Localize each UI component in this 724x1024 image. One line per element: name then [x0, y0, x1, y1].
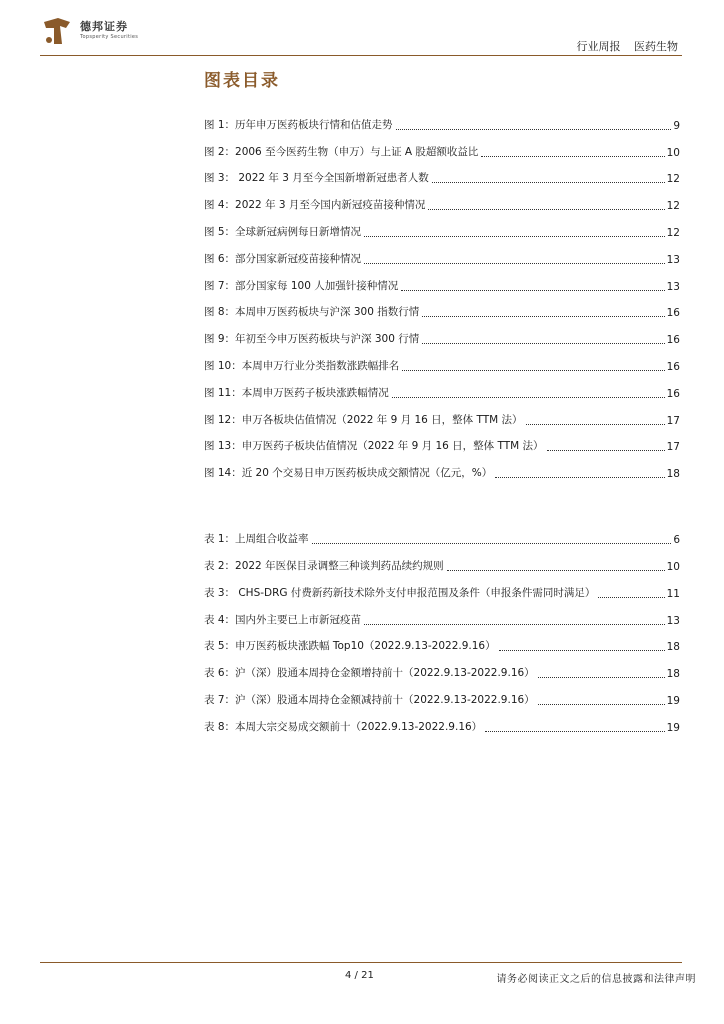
table-entry-label: 表 3： CHS-DRG 付费新药新技术除外支付申报范围及条件（申报条件需同时满足）: [204, 586, 596, 599]
dot-leader: [422, 316, 664, 317]
table-entry-label: 表 2：2022 年医保目录调整三种谈判药品续约规则: [204, 559, 444, 572]
dot-leader: [495, 477, 664, 478]
legal-disclaimer: 请务必阅读正文之后的信息披露和法律声明: [496, 974, 696, 985]
footer-divider: [40, 962, 682, 963]
figure-toc-entry[interactable]: [204, 293, 680, 320]
figure-entry-page: 16: [666, 360, 680, 373]
figure-entry-label: 图 6：部分国家新冠疫苗接种情况: [204, 252, 362, 265]
figure-toc-entry[interactable]: [204, 319, 680, 346]
figure-toc-entry[interactable]: [204, 427, 680, 454]
figure-entry-page: 17: [666, 441, 680, 454]
figure-toc-entry[interactable]: [204, 266, 680, 293]
dot-leader: [396, 129, 672, 130]
figure-toc-entry[interactable]: [204, 346, 680, 373]
report-category: 行业周报: [576, 40, 621, 53]
figure-entry-page: 12: [666, 226, 680, 239]
dot-leader: [526, 424, 665, 425]
figure-entry-page: 12: [666, 173, 680, 186]
figure-toc-entry[interactable]: [204, 373, 680, 400]
header-labels: [567, 38, 679, 54]
figure-entry-label: 图 2：2006 至今医药生物（申万）与上证 A 股超额收益比: [204, 145, 479, 158]
figure-entry-label: 图 12：申万各板块估值情况（2022 年 9 月 16 日，整体 TTM 法）: [204, 413, 523, 426]
table-toc-entry[interactable]: [204, 546, 680, 573]
table-toc-entry[interactable]: [204, 573, 680, 600]
dot-leader: [598, 597, 664, 598]
table-entry-label: 表 1：上周组合收益率: [204, 532, 309, 545]
dot-leader: [428, 209, 664, 210]
figure-entry-label: 图 10：本周申万行业分类指数涨跌幅排名: [204, 359, 400, 372]
toc-title: 图表目录: [204, 71, 280, 91]
figure-entry-page: 18: [666, 468, 680, 481]
table-entry-page: 6: [673, 533, 680, 546]
figure-entry-page: 13: [666, 253, 680, 266]
table-entry-label: 表 8：本周大宗交易成交额前十（2022.9.13-2022.9.16）: [204, 721, 483, 734]
logo-chinese-name: 德邦证券: [80, 20, 128, 33]
figure-entry-label: 图 11：本周申万医药子板块涨跌幅情况: [204, 386, 389, 399]
figure-entry-page: 9: [673, 119, 680, 132]
page-number: 4 / 21: [345, 970, 374, 981]
figure-toc-entry[interactable]: [204, 132, 680, 159]
dot-leader: [402, 370, 664, 371]
table-entry-page: 13: [666, 614, 680, 627]
figure-entry-label: 图 8：本周申万医药板块与沪深 300 指数行情: [204, 306, 420, 319]
dot-leader: [481, 156, 664, 157]
dot-leader: [447, 570, 665, 571]
figure-entry-label: 图 14：近 20 个交易日申万医药板块成交额情况（亿元，%）: [204, 467, 493, 480]
figure-entry-label: 图 9：年初至今申万医药板块与沪深 300 行情: [204, 333, 420, 346]
dot-leader: [547, 450, 665, 451]
figure-entry-page: 10: [666, 146, 680, 159]
figures-toc-list: [204, 105, 680, 480]
figure-entry-page: 12: [666, 200, 680, 213]
table-entry-page: 18: [666, 641, 680, 654]
table-entry-page: 10: [666, 560, 680, 573]
table-entry-page: 19: [666, 722, 680, 735]
table-toc-entry[interactable]: [204, 600, 680, 627]
table-entry-label: 表 5：申万医药板块涨跌幅 Top10（2022.9.13-2022.9.16）: [204, 640, 496, 653]
tables-toc-list: [204, 519, 680, 734]
company-logo: [40, 14, 150, 50]
table-toc-entry[interactable]: [204, 707, 680, 734]
figure-entry-page: 17: [666, 414, 680, 427]
figure-toc-entry[interactable]: [204, 453, 680, 480]
figure-toc-entry[interactable]: [204, 159, 680, 186]
figure-entry-page: 13: [666, 280, 680, 293]
figure-toc-entry[interactable]: [204, 212, 680, 239]
page-header: [0, 0, 724, 60]
dot-leader: [401, 290, 664, 291]
figure-entry-page: 16: [666, 334, 680, 347]
figure-entry-label: 图 1：历年申万医药板块行情和估值走势: [204, 118, 393, 131]
dot-leader: [538, 704, 665, 705]
table-entry-page: 11: [666, 587, 680, 600]
figure-entry-label: 图 13：申万医药子板块估值情况（2022 年 9 月 16 日，整体 TTM 法）: [204, 440, 544, 453]
dot-leader: [364, 236, 665, 237]
table-entry-page: 18: [666, 668, 680, 681]
report-sector: 医药生物: [634, 40, 678, 53]
table-toc-entry[interactable]: [204, 653, 680, 680]
header-divider: [40, 55, 682, 56]
table-entry-label: 表 6：沪（深）股通本周持仓金额增持前十（2022.9.13-2022.9.16）: [204, 667, 535, 680]
dot-leader: [364, 624, 665, 625]
figure-toc-entry[interactable]: [204, 400, 680, 427]
figure-entry-label: 图 4：2022 年 3 月至今国内新冠疫苗接种情况: [204, 199, 426, 212]
dot-leader: [485, 731, 664, 732]
dot-leader: [499, 650, 665, 651]
table-toc-entry[interactable]: [204, 680, 680, 707]
figure-entry-page: 16: [666, 387, 680, 400]
table-toc-entry[interactable]: [204, 627, 680, 654]
figure-entry-label: 图 5：全球新冠病例每日新增情况: [204, 225, 362, 238]
figure-toc-entry[interactable]: [204, 185, 680, 212]
figure-toc-entry[interactable]: [204, 105, 680, 132]
figure-entry-page: 16: [666, 307, 680, 320]
dot-leader: [432, 182, 665, 183]
table-toc-entry[interactable]: [204, 519, 680, 546]
figure-entry-label: 图 7：部分国家每 100 人加强针接种情况: [204, 279, 399, 292]
table-entry-label: 表 4：国内外主要已上市新冠疫苗: [204, 613, 362, 626]
dot-leader: [392, 397, 665, 398]
dot-leader: [538, 677, 665, 678]
logo-mark-icon: [40, 14, 74, 48]
logo-english-name: Topsperity Securities: [80, 34, 139, 40]
dot-leader: [312, 543, 672, 544]
table-entry-label: 表 7：沪（深）股通本周持仓金额减持前十（2022.9.13-2022.9.16）: [204, 694, 535, 707]
figure-toc-entry[interactable]: [204, 239, 680, 266]
dot-leader: [422, 343, 664, 344]
figure-entry-label: 图 3： 2022 年 3 月至今全国新增新冠患者人数: [204, 172, 429, 185]
table-entry-page: 19: [666, 695, 680, 708]
dot-leader: [364, 263, 665, 264]
